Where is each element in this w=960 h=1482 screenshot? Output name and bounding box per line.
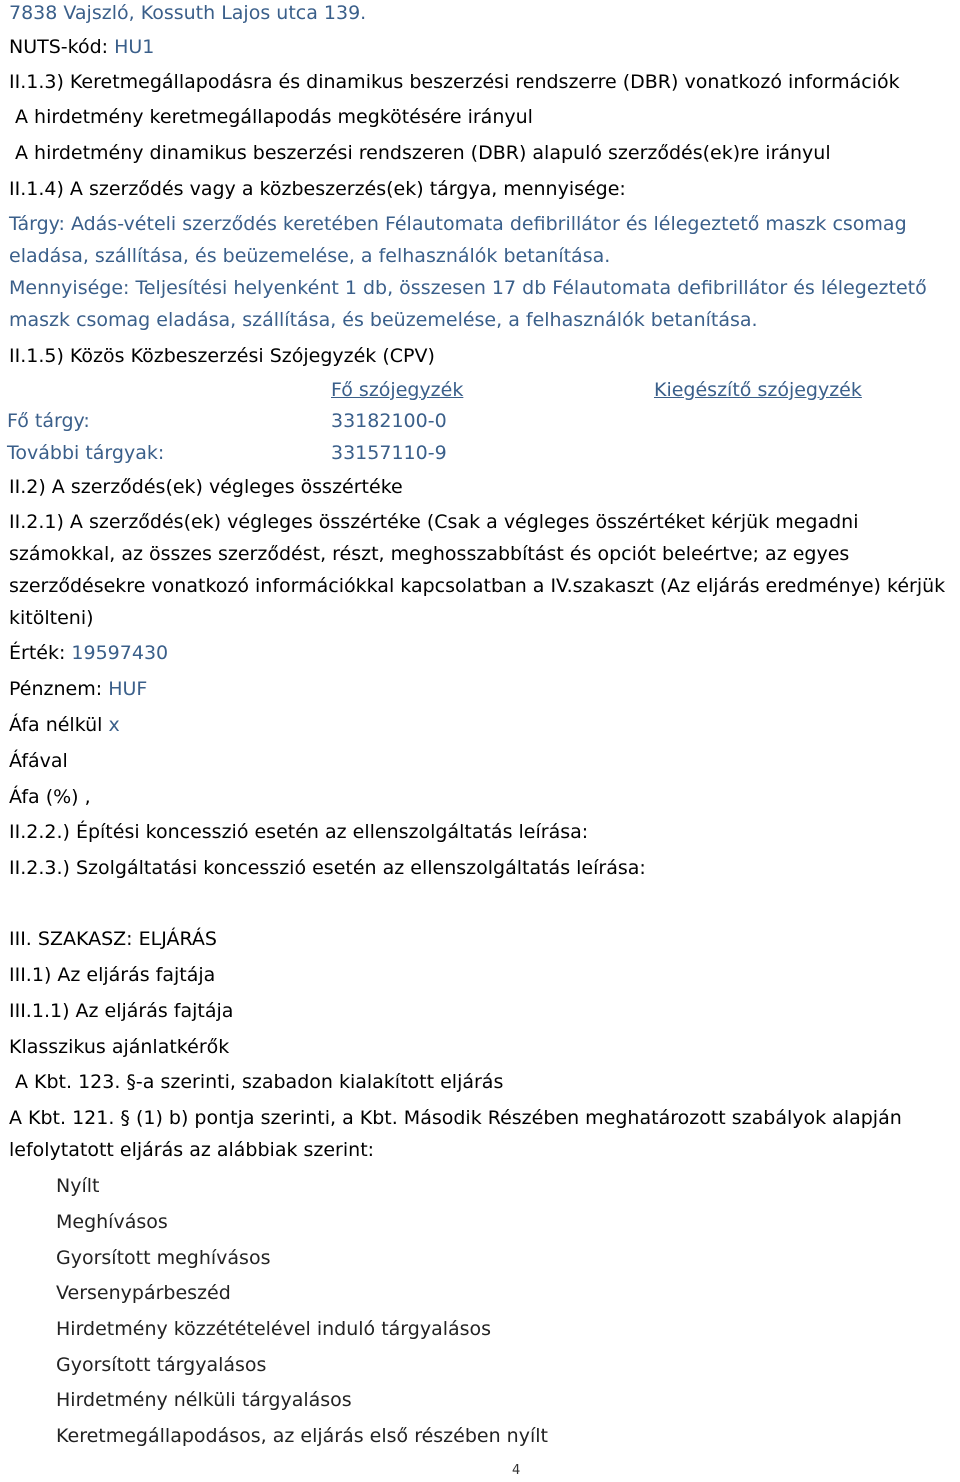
procedure-option: Nyílt <box>56 1175 100 1197</box>
currency-label: Pénznem: <box>9 678 103 700</box>
currency-value: HUF <box>108 678 148 700</box>
section-iii-1-1: III.1.1) Az eljárás fajtája <box>9 1000 234 1022</box>
section-iii-1: III.1) Az eljárás fajtája <box>9 964 216 986</box>
address-line: 7838 Vajszló, Kossuth Lajos utca 139. <box>9 2 367 24</box>
vat-excluded-mark: x <box>108 714 120 736</box>
cpv-main-column-header: Fő szójegyzék <box>331 379 464 401</box>
section-ii-1-5-heading: II.1.5) Közös Közbeszerzési Szójegyzék (CPV) <box>9 345 435 367</box>
vat-excluded-line <box>9 709 120 741</box>
section-ii-2-heading: II.2) A szerződés(ek) végleges összértéke <box>9 476 403 498</box>
cpv-row-main-code: 33182100-0 <box>331 410 447 432</box>
nuts-line <box>9 31 154 63</box>
currency-line <box>9 673 147 705</box>
classic-contracting-authorities: Klasszikus ajánlatkérők <box>9 1036 230 1058</box>
value-amount: 19597430 <box>71 642 169 664</box>
quantity-text: Mennyisége: Teljesítési helyenként 1 db, összesen 17 db Félautomata defibrillátor és lélegeztető maszk csomag eladása, szállítása, és beüzemelése, a felhasználók betanítása. <box>9 277 927 331</box>
section-ii-2-2: II.2.2.) Építési koncesszió esetén az ellenszolgáltatás leírása: <box>9 821 589 843</box>
section-iii-title: III. SZAKASZ: ELJÁRÁS <box>9 928 217 950</box>
section-ii-2-1-text: II.2.1) A szerződés(ek) végleges összértéke (Csak a végleges összértéket kérjük megadni számokkal, az összes szerződést, részt, meghosszabbítást és opciót beleértve; az egyes szerződésekre vonatkozó információkkal kapcsolatban a IV.szakaszt (Az eljárás eredménye) kérjük kitölteni) <box>9 511 946 629</box>
nuts-value: HU1 <box>114 36 155 58</box>
procedure-option: Gyorsított tárgyalásos <box>56 1354 267 1376</box>
section-ii-1-4-heading: II.1.4) A szerződés vagy a közbeszerzés(ek) tárgya, mennyisége: <box>9 178 626 200</box>
nuts-label: NUTS-kód: <box>9 36 109 58</box>
cpv-row-label: További tárgyak: <box>7 442 165 464</box>
kbt-121-text: A Kbt. 121. § (1) b) pontja szerinti, a Kbt. Második Részében meghatározott szabályok alapján lefolytatott eljárás az alábbiak szerint: <box>9 1107 902 1161</box>
page-number: 4 <box>512 1463 521 1478</box>
cpv-supplementary-column-header: Kiegészítő szójegyzék <box>654 379 862 401</box>
cpv-row-main-code: 33157110-9 <box>331 442 447 464</box>
framework-agreement-line: A hirdetmény keretmegállapodás megkötésére irányul <box>15 106 533 128</box>
vat-excluded-label: Áfa nélkül <box>9 714 103 736</box>
section-ii-2-3: II.2.3.) Szolgáltatási koncesszió esetén az ellenszolgáltatás leírása: <box>9 857 646 879</box>
procedure-option: Versenypárbeszéd <box>56 1282 231 1304</box>
section-ii-1-3-heading: II.1.3) Keretmegállapodásra és dinamikus beszerzési rendszerre (DBR) vonatkozó információk <box>9 71 900 93</box>
value-line <box>9 637 168 669</box>
vat-rate-label: Áfa (%) , <box>9 786 91 808</box>
subject-text: Tárgy: Adás-vételi szerződés keretében Félautomata defibrillátor és lélegeztető maszk csomag eladása, szállítása, és beüzemelése, a felhasználók betanítása. <box>9 213 907 267</box>
procedure-option: Hirdetmény közzétételével induló tárgyalásos <box>56 1318 492 1340</box>
cpv-row-label: Fő tárgy: <box>7 410 90 432</box>
value-label: Érték: <box>9 642 66 664</box>
procedure-option: Meghívásos <box>56 1211 168 1233</box>
procedure-option: Gyorsított meghívásos <box>56 1247 271 1269</box>
procedure-option: Hirdetmény nélküli tárgyalásos <box>56 1389 352 1411</box>
dbr-line: A hirdetmény dinamikus beszerzési rendszeren (DBR) alapuló szerződés(ek)re irányul <box>15 142 831 164</box>
kbt-123-line: A Kbt. 123. §-a szerinti, szabadon kialakított eljárás <box>15 1071 504 1093</box>
procedure-option: Keretmegállapodásos, az eljárás első részében nyílt <box>56 1425 548 1447</box>
vat-included-label: Áfával <box>9 750 68 772</box>
